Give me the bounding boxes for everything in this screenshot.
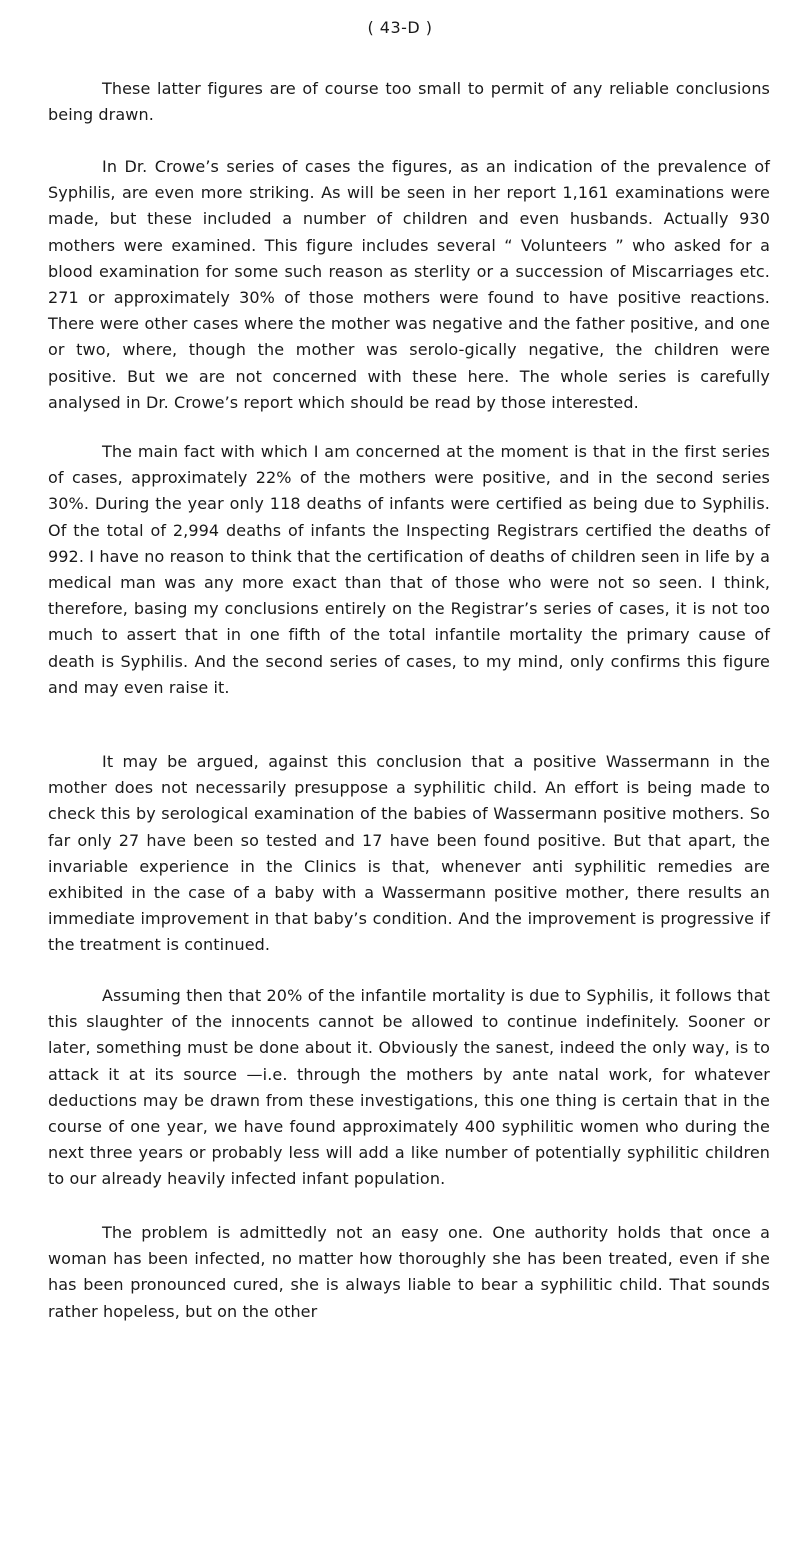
paragraph-4: It may be argued, against this conclusion that a positive Wassermann in the mother does not necessarily presuppose a syphilitic child. An effort is being made to check this by serological examination of the babies of Wassermann positive mothers. So far only 27 have been so tested and 17 have been found positive. But that apart, the invariable experience in the Clinics is that, whenever anti syphilitic remedies are exhibited in the case of a baby with a Wassermann positive mother, there results an immediate improvement in that baby’s condition. And the improvement is progressive if the treatment is continued. [48, 752, 770, 955]
paragraph-2: In Dr. Crowe’s series of cases the figures, as an indication of the prevalence of Syphilis, are even more striking. As will be seen in her report 1,161 examinations were made, but these included a number of children and even husbands. Actually 930 mothers were examined. This figure includes several “ Volunteers ” who asked for a blood examination for some such reason as sterlity or a succession of Miscarriages etc. 271 or approximately 30% of those mothers were found to have positive reactions. There were other cases where the mother was negative and the father positive, and one or two, where, though the mother was serolo-gically negative, the children were positive. But we are not concerned with these here. The whole series is carefully analysed in Dr. Crowe’s report which should be read by those interested. [48, 157, 770, 412]
paragraph-6-block [48, 1220, 770, 1325]
paragraph-2-block [48, 154, 770, 416]
paragraph-1: These latter figures are of course too small to permit of any reliable conclusions being drawn. [48, 79, 770, 125]
paragraph-4-block [48, 749, 770, 959]
page-number: ( 43-D ) [367, 18, 433, 37]
paragraph-1-block [48, 76, 770, 128]
paragraph-6: The problem is admittedly not an easy one. One authority holds that once a woman has been infected, no matter how thoroughly she has been treated, even if she has been pronounced cured, she is always liable to bear a syphilitic child. That sounds rather hopeless, but on the other [48, 1223, 770, 1321]
paragraph-3-block [48, 439, 770, 701]
paragraph-3: The main fact with which I am concerned at the moment is that in the first series of cases, approximately 22% of the mothers were positive, and in the second series 30%. During the year only 118 deaths of infants were certified as being due to Syphilis. Of the total of 2,994 deaths of infants the Inspecting Registrars certified the deaths of 992. I have no reason to think that the certification of deaths of children seen in life by a medical man was any more exact than that of those who were not so seen. I think, therefore, basing my conclusions entirely on the Registrar’s series of cases, it is not too much to assert that in one fifth of the total infantile mortality the primary cause of death is Syphilis. And the second series of cases, to my mind, only confirms this figure and may even raise it. [48, 442, 770, 697]
paragraph-5: Assuming then that 20% of the infantile mortality is due to Syphilis, it follows that this slaughter of the innocents cannot be allowed to continue indefinitely. Sooner or later, something must be done about it. Obviously the sanest, indeed the only way, is to attack it at its source —i.e. through the mothers by ante natal work, for whatever deductions may be drawn from these investigations, this one thing is certain that in the course of one year, we have found approximately 400 syphilitic women who during the next three years or probably less will add a like number of potentially syphilitic children to our already heavily infected infant population. [48, 986, 770, 1189]
paragraph-5-block [48, 983, 770, 1193]
